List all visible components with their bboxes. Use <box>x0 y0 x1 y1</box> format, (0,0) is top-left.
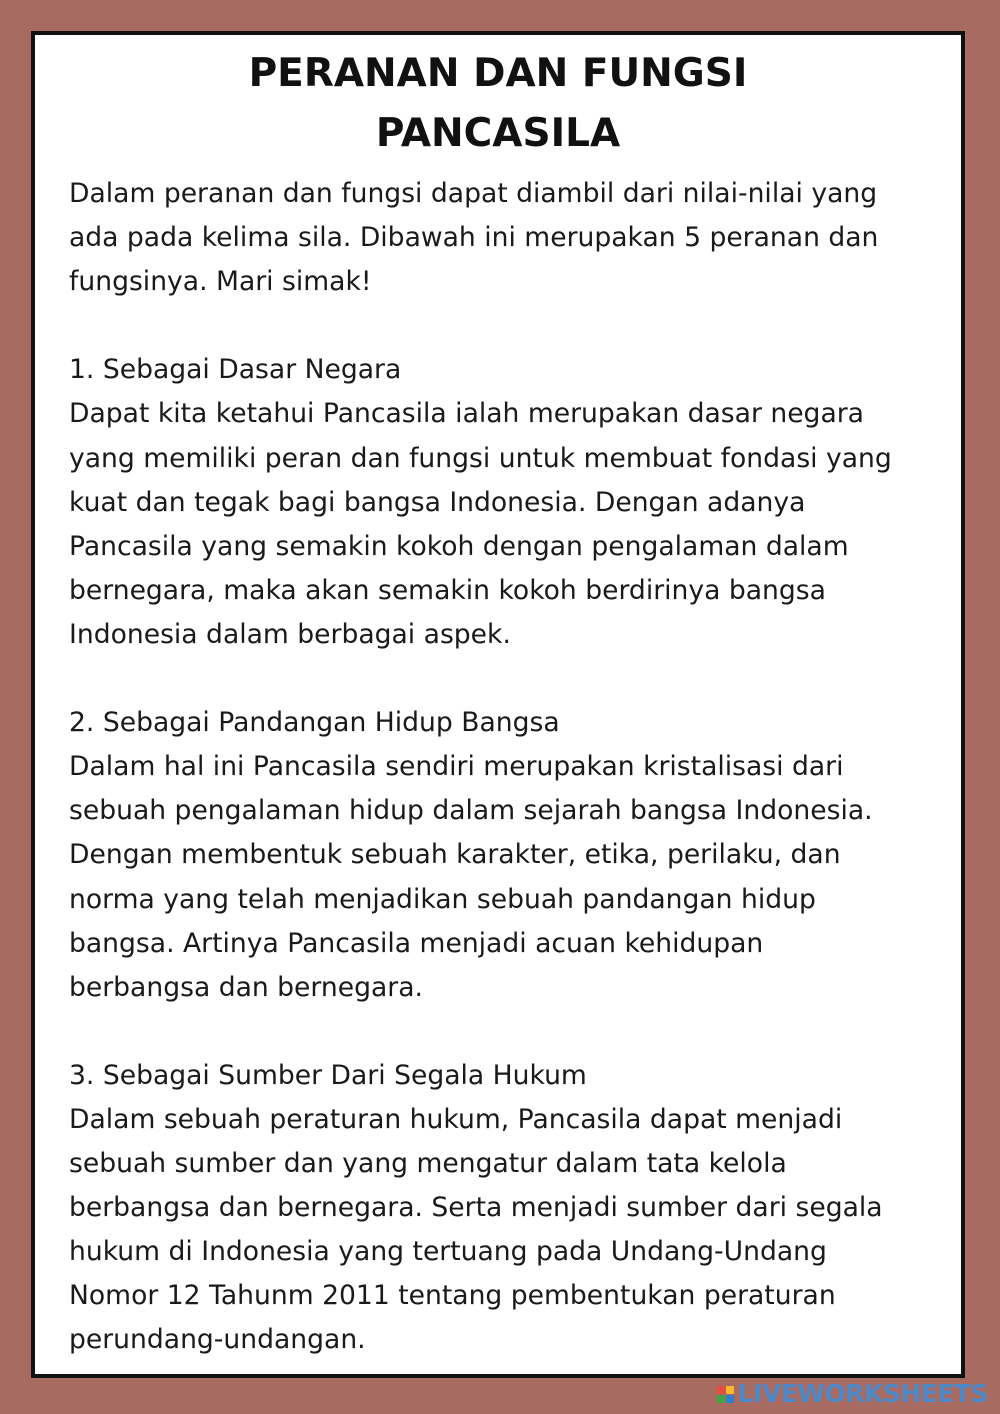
logo-square <box>717 1395 725 1403</box>
section-line: Dalam sebuah peraturan hukum, Pancasila dapat menjadi <box>69 1103 843 1135</box>
intro-line: fungsinya. Mari simak! <box>69 266 372 298</box>
intro-line: Dalam peranan dan fungsi dapat diambil dari nilai-nilai yang <box>69 178 878 209</box>
section-line: Dengan membentuk sebuah karakter, etika, perilaku, dan <box>69 839 841 871</box>
worksheet-page <box>31 31 965 1378</box>
liveworksheets-logo-icon <box>717 1386 734 1403</box>
section-line: bangsa. Artinya Pancasila menjadi acuan kehidupan <box>69 927 764 959</box>
section-line: berbangsa dan bernegara. <box>69 971 423 1003</box>
section-heading: 2. Sebagai Pandangan Hidup Bangsa <box>69 707 560 739</box>
section-line: bernegara, maka akan semakin kokoh berdirinya bangsa <box>69 574 826 606</box>
section-line: Nomor 12 Tahunm 2011 tentang pembentukan peraturan <box>69 1280 836 1312</box>
section-line: perundang-undangan. <box>69 1324 366 1356</box>
logo-square <box>726 1395 734 1403</box>
section-line: yang memiliki peran dan fungsi untuk membuat fondasi yang <box>69 442 892 474</box>
section-line: Indonesia dalam berbagai aspek. <box>69 618 511 650</box>
watermark-text: LIVEWORKSHEETS <box>737 1379 988 1408</box>
page-title-line-1: PERANAN DAN FUNGSI <box>248 51 748 96</box>
section-line: Pancasila yang semakin kokoh dengan pengalaman dalam <box>69 530 849 562</box>
section-line: norma yang telah menjadikan sebuah pandangan hidup <box>69 883 816 915</box>
section-2 <box>69 701 949 1010</box>
intro-paragraph <box>69 172 949 304</box>
section-line: sebuah pengalaman hidup dalam sejarah bangsa Indonesia. <box>69 795 873 827</box>
section-line: Dalam hal ini Pancasila sendiri merupakan kristalisasi dari <box>69 751 844 783</box>
paragraph-spacer <box>69 304 949 348</box>
section-line: Dapat kita ketahui Pancasila ialah merupakan dasar negara <box>69 398 864 430</box>
section-line: berbangsa dan bernegara. Serta menjadi sumber dari segala <box>69 1192 883 1224</box>
section-heading: 3. Sebagai Sumber Dari Segala Hukum <box>69 1059 587 1091</box>
logo-square <box>717 1386 725 1394</box>
worksheet-content <box>69 172 949 1363</box>
section-line: sebuah sumber dan yang mengatur dalam tata kelola <box>69 1148 787 1180</box>
section-heading: 1. Sebagai Dasar Negara <box>69 354 402 386</box>
intro-line: ada pada kelima sila. Dibawah ini merupakan 5 peranan dan <box>69 222 879 254</box>
section-line: kuat dan tegak bagi bangsa Indonesia. Dengan adanya <box>69 486 806 518</box>
paragraph-spacer <box>69 1010 949 1054</box>
section-3 <box>69 1054 949 1363</box>
paragraph-spacer <box>69 657 949 701</box>
section-1 <box>69 348 949 657</box>
page-title-line-2: PANCASILA <box>375 111 621 156</box>
logo-square <box>726 1386 734 1394</box>
section-line: hukum di Indonesia yang tertuang pada Undang-Undang <box>69 1236 827 1268</box>
liveworksheets-watermark <box>717 1380 988 1408</box>
